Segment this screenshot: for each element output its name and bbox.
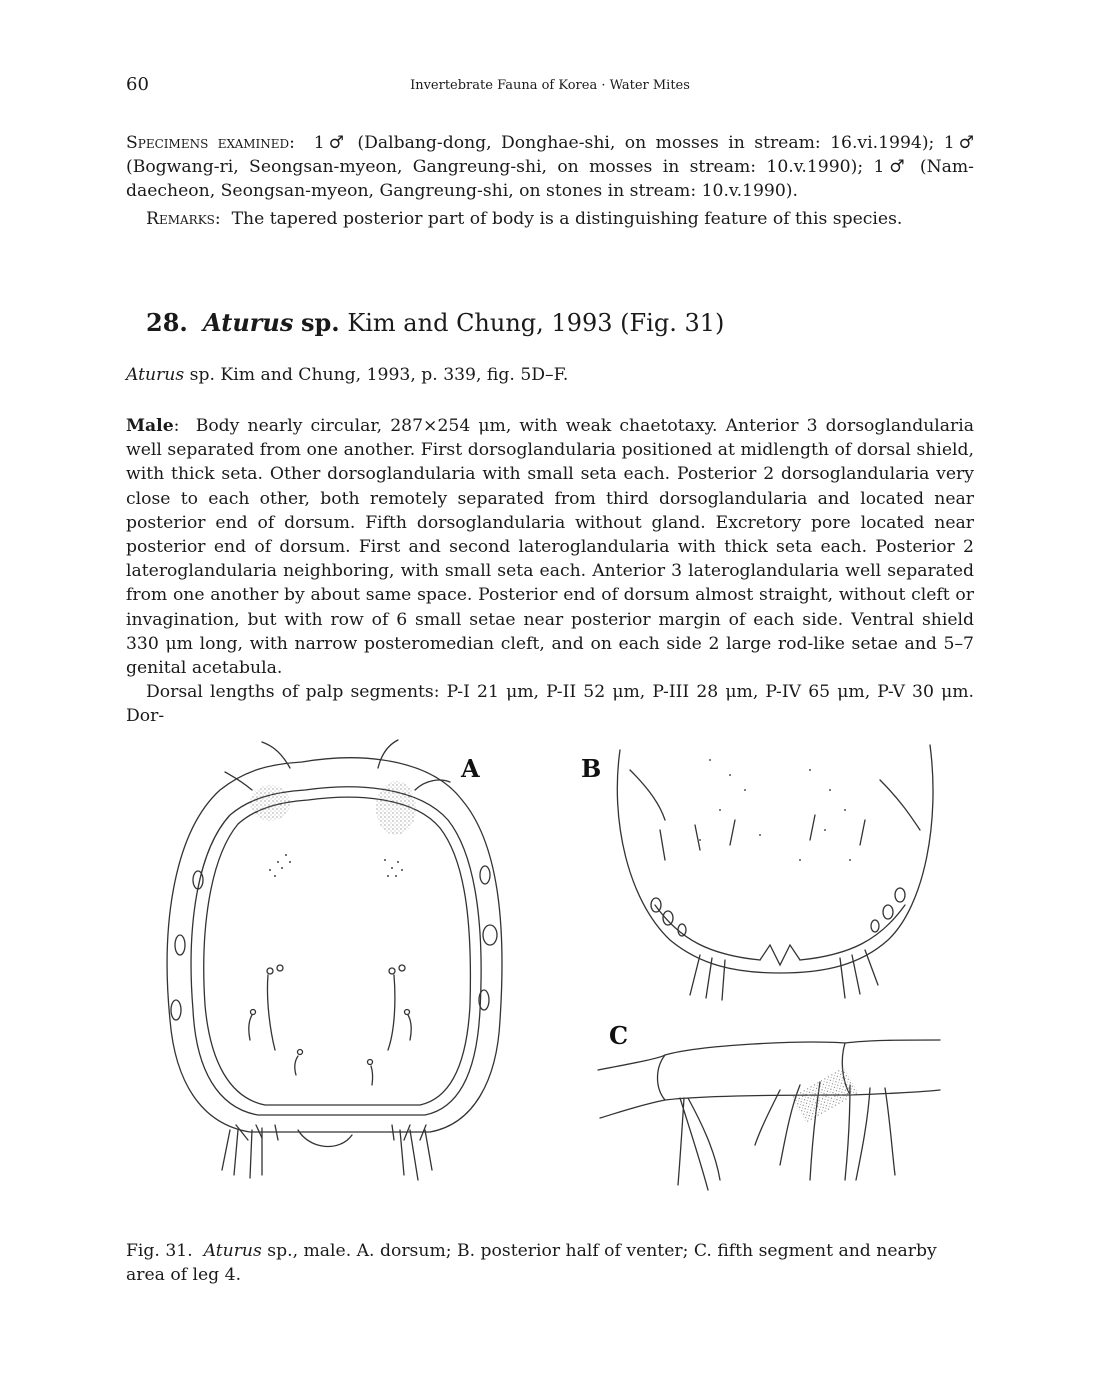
- species-heading: [146, 308, 724, 337]
- description-paragraph: Male: Body nearly circular, 287×254 μm, with weak chaetotaxy. Anterior 3 dorsoglandularia well separated from one another. First dorsoglandularia positioned at midlength of dorsal shield, with thick seta. Other dorsoglandularia with small seta each. Posterior 2 dorsoglandularia very close to each other, both remotely separated from third dorsoglandularia and located near posterior end of dorsum. Fifth dorsoglandularia without gland. Excretory pore located near posterior end of dorsum. First and second lateroglandularia with thick seta each. Posterior 2 lateroglandularia neighboring, with small seta each. Anterior 3 lateroglandularia well separated from one another by about same space. Posterior end of dorsum almost straight, without cleft or invagination, but with row of 6 small setae near posterior margin of each side. Ventral shield 330 μm long, with narrow posteromedian cleft, and on each side 2 large rod-like setae and 5–7 genital acetabula. Dorsal lengths of palp segments: P-I 21 μm, P-II 52 μm, P-III 28 μm, P-IV 65 μm, P-V 30 μm. Dor-: [126, 414, 974, 729]
- caption-genus: Aturus: [203, 1241, 262, 1261]
- page-number: 60: [126, 74, 149, 95]
- species-fig-ref: (Fig. 31): [620, 309, 725, 337]
- remarks-label: Remarks: [146, 209, 215, 229]
- synonym-text: sp. Kim and Chung, 1993, p. 339, fig. 5D–F.: [189, 365, 569, 385]
- caption-prefix: Fig. 31.: [126, 1241, 193, 1261]
- remarks-paragraph: Remarks: The tapered posterior part of body is a distinguishing feature of this species.: [146, 209, 903, 229]
- specimens-label: Specimens examined: [126, 133, 290, 153]
- panel-a-dorsum: [167, 740, 502, 1180]
- palp-text: Dorsal lengths of palp segments: P-I 21 μm, P-II 52 μm, P-III 28 μm, P-IV 65 μm, P-V 30 μm. Dor-: [126, 682, 974, 727]
- male-label: Male: [126, 416, 174, 436]
- species-number: 28.: [146, 308, 188, 337]
- species-epithet: sp.: [301, 308, 340, 337]
- remarks-text: The tapered posterior part of body is a distinguishing feature of this species.: [231, 209, 903, 229]
- figure-caption: [126, 1239, 976, 1287]
- synonym-genus: Aturus: [126, 365, 185, 385]
- panel-c-leg: [598, 1040, 940, 1190]
- specimens-text: 1♂ (Dalbang-dong, Donghae-shi, on mosses in stream: 16.vi.1994); 1♂ (Bogwang-ri, Seongsan-myeon, Gangreung-shi, on mosses in stream: 10.v.1990); 1♂ (Nam-daecheon, Seongsan-myeon, Gangreung-shi, on stones in stream: 10.v.1990).: [126, 133, 974, 202]
- male-text: Body nearly circular, 287×254 μm, with weak chaetotaxy. Anterior 3 dorsoglandularia well separated from one another. First dorsoglandularia positioned at midlength of dorsal shield, with thick seta. Other dorsoglandularia with small seta each. Posterior 2 dorsoglandularia very close to each other, both remotely separated from third dorsoglandularia and located near posterior end of dorsum. Fifth dorsoglandularia without gland. Excretory pore located near posterior end of dorsum. First and second lateroglandularia with thick seta each. Posterior 2 lateroglandularia neighboring, with small seta each. Anterior 3 lateroglandularia well separated from one another by about same space. Posterior end of dorsum almost straight, without cleft or invagination, but with row of 6 small setae near posterior margin of each side. Ventral shield 330 μm long, with narrow posteromedian cleft, and on each side 2 large rod-like setae and 5–7 genital acetabula.: [126, 416, 974, 679]
- species-authority: Kim and Chung, 1993: [347, 309, 613, 337]
- panel-label-b: B: [581, 754, 602, 783]
- species-genus: Aturus: [203, 308, 294, 337]
- panel-label-a: A: [461, 754, 480, 783]
- panel-label-c: C: [609, 1021, 629, 1050]
- synonym-line: [126, 365, 568, 385]
- specimens-paragraph: Specimens examined: 1♂ (Dalbang-dong, Donghae-shi, on mosses in stream: 16.vi.1994); 1♂ (Bogwang-ri, Seongsan-myeon, Gangreung-shi, on mosses in stream: 10.v.1990); 1♂ (Nam-daecheon, Seongsan-myeon, Gangreung-shi, on stones in stream: 10.v.1990).: [126, 133, 974, 202]
- figure-31: [150, 735, 950, 1210]
- caption-text: sp., male. A. dorsum; B. posterior half of venter; C. fifth segment and nearby area of leg 4.: [126, 1241, 937, 1285]
- panel-b-venter: [617, 745, 933, 1000]
- running-head: Invertebrate Fauna of Korea · Water Mites: [410, 78, 690, 93]
